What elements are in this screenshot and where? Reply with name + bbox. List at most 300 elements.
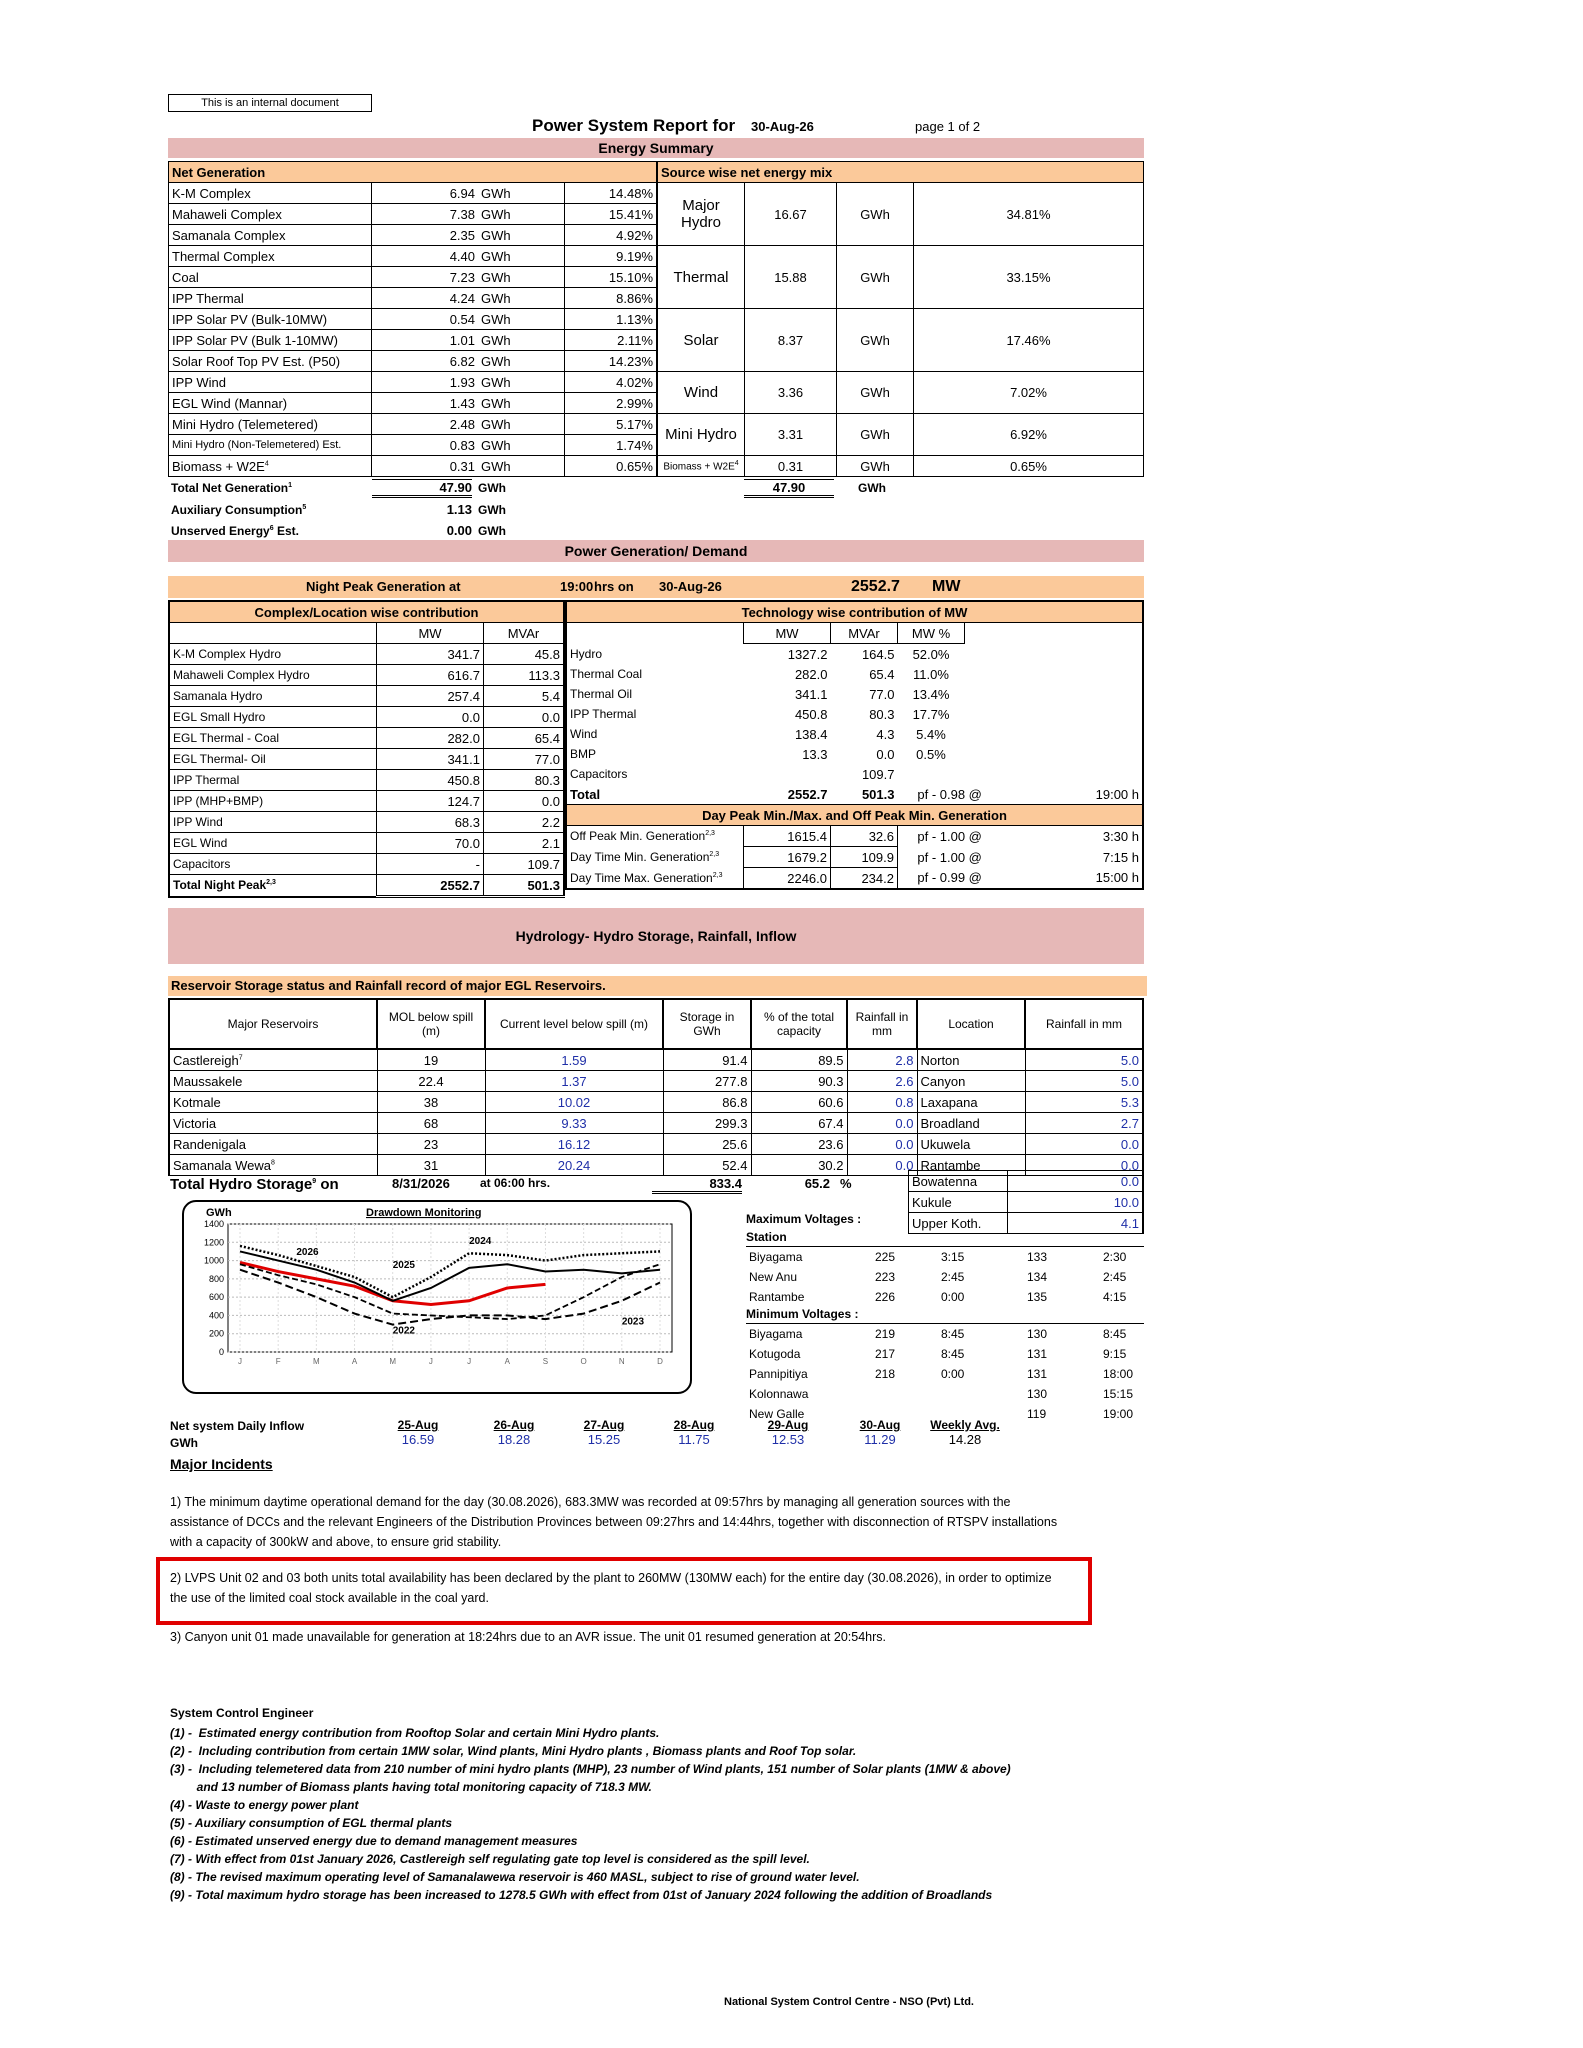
- reservoir-storage: 299.3: [663, 1113, 751, 1134]
- chart-ytick: 400: [208, 1310, 224, 1321]
- location-name: Ukuwela: [917, 1134, 1025, 1155]
- complex-name: IPP Wind: [169, 812, 377, 833]
- reservoir-current: 1.37: [485, 1071, 663, 1092]
- voltage-v1: [872, 1384, 938, 1404]
- daypeak-mw: 1679.2: [744, 847, 831, 868]
- daypeak-pf: pf - 1.00 @: [917, 849, 982, 865]
- gen-unit: GWh: [478, 435, 565, 456]
- complex-mw: 0.0: [377, 707, 484, 728]
- gen-value: 0.31: [372, 456, 479, 477]
- gen-name: IPP Thermal: [169, 288, 372, 309]
- gen-pct: 15.41%: [565, 204, 657, 225]
- reservoir-rain: 0.0: [847, 1155, 917, 1176]
- incident-2: 2) LVPS Unit 02 and 03 both units total availability has been declared by the plant to 260MW (130MW each) for the entire day (30.08.2026), in order to optimize the use of the limited coal stock available in the coal yard.: [170, 1571, 1052, 1605]
- location-name: Laxapana: [917, 1092, 1025, 1113]
- total-storage-pct-sign: %: [840, 1176, 852, 1191]
- reservoir-mol: 31: [377, 1155, 485, 1176]
- tech-mvar: 164.5: [861, 646, 895, 662]
- voltage-v2: 134: [1027, 1270, 1048, 1284]
- tech-mvar: 4.3: [876, 726, 895, 742]
- gen-name: EGL Wind (Mannar): [169, 393, 372, 414]
- reservoir-rain: 0.0: [847, 1134, 917, 1155]
- table-row: [566, 644, 1143, 665]
- table-row: [169, 1134, 1143, 1155]
- footnote-item: and 13 number of Biomass plants having total monitoring capacity of 718.3 MW.: [170, 1780, 652, 1794]
- inflow-day: [476, 1418, 552, 1447]
- aux-label: Auxiliary Consumption$^5$: [171, 503, 307, 517]
- table-row: [169, 288, 657, 309]
- mix-unit: GWh: [837, 372, 914, 414]
- reservoir-storage: 25.6: [663, 1134, 751, 1155]
- voltage-station: New Anu: [749, 1270, 798, 1284]
- tech-name: Hydro: [570, 646, 603, 661]
- weekly-value: 14.28: [948, 1432, 982, 1447]
- gen-unit: GWh: [478, 225, 565, 246]
- reservoir-current: 10.02: [485, 1092, 663, 1113]
- voltage-v2: 135: [1027, 1290, 1048, 1304]
- night-peak-time: 19:00: [560, 579, 594, 594]
- gen-pct: 8.86%: [565, 288, 657, 309]
- chart-ytick: 200: [208, 1328, 224, 1339]
- complex-mvar: 109.7: [484, 854, 565, 875]
- chart-xtick: A: [351, 1357, 358, 1366]
- reservoir-rain: 2.8: [847, 1049, 917, 1071]
- table-row: [169, 644, 564, 665]
- tech-pct: [898, 764, 965, 784]
- gen-pct: 14.23%: [565, 351, 657, 372]
- reservoir-name: Samanala Wewa$^8$: [169, 1155, 377, 1176]
- inflow-date: 25-Aug: [397, 1418, 439, 1432]
- table-row: [746, 1344, 1144, 1364]
- footnote-item: (1) - Estimated energy contribution from Rooftop Solar and certain Mini Hydro plants.: [170, 1726, 660, 1740]
- complex-mw: 282.0: [377, 728, 484, 749]
- gen-unit: GWh: [478, 330, 565, 351]
- total-night-mw: 2552.7: [377, 875, 484, 897]
- drawdown-chart: [182, 1200, 692, 1394]
- hdr-loc-rain: Rainfall in mm: [1025, 999, 1143, 1049]
- total-night-mvar: 501.3: [484, 875, 565, 897]
- table-row: [658, 246, 1144, 309]
- footnote-item: (8) - The revised maximum operating level of Samanalawewa reservoir is 460 MASL, subject to rise of ground water level.: [170, 1870, 860, 1884]
- gen-unit: GWh: [478, 372, 565, 393]
- complex-name: EGL Thermal- Oil: [169, 749, 377, 770]
- reservoir-pct: 23.6: [751, 1134, 847, 1155]
- total-unit: GWh: [478, 481, 506, 495]
- table-row: [746, 1324, 1144, 1344]
- max-voltages-title: Maximum Voltages :: [746, 1212, 862, 1226]
- chart-ytick: 800: [208, 1273, 224, 1284]
- mix-name: Major Hydro: [658, 183, 745, 246]
- total-night-label: Total Night Peak$^{2,3}$: [169, 875, 377, 897]
- reservoir-current: 9.33: [485, 1113, 663, 1134]
- table-row: [746, 1384, 1144, 1404]
- table-row: [746, 1364, 1144, 1384]
- table-row: [169, 707, 564, 728]
- mix-name: Wind: [658, 372, 745, 414]
- table-row: [566, 826, 1143, 847]
- table-row: [658, 372, 1144, 414]
- voltage-v2: 130: [1027, 1327, 1048, 1341]
- complex-mvar: 113.3: [484, 665, 565, 686]
- complex-title: Complex/Location wise contribution: [169, 601, 564, 623]
- page-label: page 1 of 2: [915, 119, 981, 134]
- reservoir-mol: 23: [377, 1134, 485, 1155]
- complex-name: Capacitors: [169, 854, 377, 875]
- gen-value: 2.35: [372, 225, 479, 246]
- daypeak-name: Day Time Min. Generation$^{2,3}$: [566, 847, 744, 868]
- tech-name: BMP: [570, 747, 597, 761]
- mix-value: 3.36: [745, 372, 837, 414]
- gen-pct: 2.11%: [565, 330, 657, 351]
- complex-mw: 124.7: [377, 791, 484, 812]
- voltage-v2: 131: [1027, 1367, 1048, 1381]
- night-peak-label: Night Peak Generation at: [306, 579, 461, 594]
- voltage-station: Pannipitiya: [749, 1367, 808, 1381]
- reservoir-mol: 68: [377, 1113, 485, 1134]
- complex-mw: 68.3: [377, 812, 484, 833]
- chart-xtick: J: [238, 1357, 242, 1366]
- mix-pct: 34.81%: [914, 183, 1144, 246]
- table-row: [169, 1071, 1143, 1092]
- inflow-value: 12.53: [771, 1432, 805, 1447]
- table-row: [566, 868, 1143, 890]
- gen-pct: 9.19%: [565, 246, 657, 267]
- voltage-t2: 2:45: [1103, 1270, 1127, 1284]
- energy-mix-title: Source wise net energy mix: [658, 162, 1144, 183]
- inflow-date: 30-Aug: [859, 1418, 901, 1432]
- energy-summary-band: Energy Summary: [168, 138, 1144, 158]
- table-row: [566, 784, 1143, 805]
- voltage-v1: 218: [875, 1367, 896, 1381]
- gen-unit: GWh: [478, 414, 565, 435]
- table-row: [169, 330, 657, 351]
- inflow-date: 28-Aug: [673, 1418, 715, 1432]
- tech-total-mw: 2552.7: [787, 786, 828, 802]
- table-row: [169, 1113, 1143, 1134]
- inflow-date: 27-Aug: [583, 1418, 625, 1432]
- mix-pct: 7.02%: [914, 372, 1144, 414]
- reservoir-mol: 19: [377, 1049, 485, 1071]
- complex-name: IPP (MHP+BMP): [169, 791, 377, 812]
- voltages-panel: [746, 1212, 1144, 1424]
- tech-name: IPP Thermal: [570, 707, 637, 721]
- inflow-day: [656, 1418, 732, 1447]
- table-row: [169, 812, 564, 833]
- tech-name: Wind: [570, 727, 598, 741]
- table-row: [169, 854, 564, 875]
- location-name: Bowatenna: [909, 1171, 1008, 1192]
- tech-pct: 5.4%: [916, 726, 946, 742]
- gen-pct: 4.92%: [565, 225, 657, 246]
- voltage-v2: 119: [1027, 1407, 1047, 1421]
- hdr-mol: MOL below spill (m): [377, 999, 485, 1049]
- gen-name: Samanala Complex: [169, 225, 372, 246]
- tech-name: Capacitors: [570, 767, 628, 781]
- voltage-station: Biyagama: [749, 1250, 803, 1264]
- reservoir-storage: 52.4: [663, 1155, 751, 1176]
- voltage-station: Kolonnawa: [749, 1387, 809, 1401]
- gen-unit: GWh: [478, 351, 565, 372]
- net-generation-table: [168, 161, 657, 477]
- table-row: [169, 1049, 1143, 1071]
- inflow-row: [380, 1418, 1000, 1454]
- location-name: Norton: [917, 1049, 1025, 1071]
- gen-value: 0.54: [372, 309, 479, 330]
- complex-mvar: 0.0: [484, 791, 565, 812]
- tech-pct: 52.0%: [912, 646, 950, 662]
- mix-total-value: 47.90: [744, 479, 834, 498]
- station-label: Station: [746, 1230, 1144, 1247]
- table-row: [658, 456, 1144, 477]
- complex-mvar: 80.3: [484, 770, 565, 791]
- incidents-title: Major Incidents: [170, 1456, 273, 1472]
- tech-mvar: 65.4: [869, 666, 895, 682]
- table-row: [169, 267, 657, 288]
- table-row: [169, 686, 564, 707]
- tech-col-mwpct: MW %: [898, 623, 965, 644]
- location-rain: 10.0: [1008, 1192, 1144, 1213]
- table-row: [566, 744, 1143, 764]
- report-title: Power System Report for: [532, 116, 736, 135]
- gen-pct: 1.13%: [565, 309, 657, 330]
- aux-value: 1.13: [446, 502, 472, 517]
- voltage-v2: 131: [1027, 1347, 1048, 1361]
- total-storage-time: at 06:00 hrs.: [480, 1176, 551, 1190]
- chart-series-label: 2022: [392, 1325, 415, 1337]
- location-rain: 0.0: [1025, 1134, 1143, 1155]
- location-name: Upper Koth.: [909, 1213, 1008, 1234]
- tech-total-pf: pf - 0.98 @: [917, 786, 982, 802]
- location-rain: 0.0: [1025, 1155, 1143, 1176]
- voltage-t2: 18:00: [1103, 1367, 1134, 1381]
- gen-unit: GWh: [478, 267, 565, 288]
- chart-ytick: 0: [218, 1347, 224, 1357]
- voltage-t1: 3:15: [941, 1250, 965, 1264]
- footnotes-list: [170, 1724, 1130, 1904]
- table-row: [169, 665, 564, 686]
- daypeak-mvar: 234.2: [831, 868, 898, 890]
- inflow-label: Net system Daily Inflow GWh: [170, 1419, 305, 1450]
- daypeak-title: Day Peak Min./Max. and Off Peak Min. Generation: [566, 805, 1143, 826]
- report-date: 30-Aug-26: [751, 119, 814, 134]
- voltage-t1: 8:45: [941, 1327, 965, 1341]
- total-storage-date: 8/31/2026: [392, 1176, 450, 1191]
- hdr-rain: Rainfall in mm: [847, 999, 917, 1049]
- hdr-reservoir: Major Reservoirs: [169, 999, 377, 1049]
- chart-series-label: 2025: [392, 1259, 415, 1271]
- daypeak-mw: 1615.4: [744, 826, 831, 847]
- voltage-station: Kotugoda: [749, 1347, 801, 1361]
- weekly-label: Weekly Avg.: [930, 1418, 1000, 1432]
- complex-name: EGL Small Hydro: [169, 707, 377, 728]
- complex-col-mw: MW: [377, 623, 484, 644]
- mix-unit: GWh: [837, 414, 914, 456]
- table-row: [658, 414, 1144, 456]
- gen-unit: GWh: [478, 309, 565, 330]
- mix-unit: GWh: [837, 246, 914, 309]
- night-peak-date: 30-Aug-26: [659, 579, 722, 594]
- complex-mvar: 77.0: [484, 749, 565, 770]
- complex-name: IPP Thermal: [169, 770, 377, 791]
- unserved-value: 0.00: [446, 523, 472, 538]
- reservoir-rain: 0.8: [847, 1092, 917, 1113]
- reservoir-mol: 22.4: [377, 1071, 485, 1092]
- complex-mvar: 2.1: [484, 833, 565, 854]
- daypeak-name: Day Time Max. Generation$^{2,3}$: [566, 868, 744, 890]
- chart-series-label: 2026: [296, 1247, 319, 1259]
- inflow-value: 11.29: [864, 1432, 896, 1447]
- mix-unit: GWh: [837, 456, 914, 477]
- chart-xtick: J: [467, 1357, 472, 1366]
- footnote-item: (9) - Total maximum hydro storage has been increased to 1278.5 GWh with effect from 01st of January 2024 following the addition of Broadlands: [170, 1888, 993, 1902]
- tech-total-time: 19:00 h: [1095, 786, 1139, 802]
- inflow-value: 16.59: [401, 1432, 435, 1447]
- reservoir-name: Kotmale: [169, 1092, 377, 1113]
- footnote-item: (5) - Auxiliary consumption of EGL thermal plants: [170, 1816, 453, 1830]
- voltage-t1: 8:45: [941, 1347, 965, 1361]
- table-row: [909, 1192, 1144, 1213]
- table-row: [566, 684, 1143, 704]
- daypeak-mw: 2246.0: [744, 868, 831, 890]
- complex-name: EGL Thermal - Coal: [169, 728, 377, 749]
- gen-unit: GWh: [478, 183, 565, 204]
- chart-ytick: 1400: [203, 1219, 224, 1229]
- voltage-t1: [938, 1384, 1024, 1404]
- complex-name: K-M Complex Hydro: [169, 644, 377, 665]
- mix-total-unit: GWh: [858, 481, 886, 495]
- table-row: [169, 414, 657, 435]
- table-row: [169, 309, 657, 330]
- gen-pct: 15.10%: [565, 267, 657, 288]
- gen-value: 7.23: [372, 267, 479, 288]
- tech-pct: 13.4%: [912, 686, 950, 702]
- complex-mw: 70.0: [377, 833, 484, 854]
- tech-pct: 11.0%: [913, 666, 949, 682]
- gen-pct: 1.74%: [565, 435, 657, 456]
- reservoir-pct: 89.5: [751, 1049, 847, 1071]
- gen-pct: 14.48%: [565, 183, 657, 204]
- location-rain: 5.3: [1025, 1092, 1143, 1113]
- voltage-t2: 19:00: [1103, 1407, 1134, 1421]
- inflow-value: 11.75: [678, 1432, 710, 1447]
- voltage-station: Biyagama: [749, 1327, 803, 1341]
- chart-ylabel: GWh: [206, 1207, 232, 1219]
- tech-mvar: 80.3: [869, 706, 895, 722]
- table-row: [169, 833, 564, 854]
- tech-mw: 282.0: [794, 666, 828, 682]
- hrs-on: hrs on: [594, 579, 634, 594]
- gen-pct: 2.99%: [565, 393, 657, 414]
- unserved-label: Unserved Energy$^6$ Est.: [171, 524, 299, 538]
- footnote-item: (2) - Including contribution from certain 1MW solar, Wind plants, Mini Hydro plants , Biomass plants and Roof Top solar.: [170, 1744, 857, 1758]
- reservoir-name: Victoria: [169, 1113, 377, 1134]
- voltage-t2: 15:15: [1103, 1387, 1134, 1401]
- table-row: [658, 183, 1144, 246]
- gen-value: 4.24: [372, 288, 479, 309]
- complex-name: EGL Wind: [169, 833, 377, 854]
- centre-name: National System Control Centre - NSO (Pvt) Ltd.: [724, 1996, 974, 2008]
- tech-col-mvar: MVAr: [831, 623, 898, 644]
- gen-pct: 4.02%: [565, 372, 657, 393]
- table-row: [169, 372, 657, 393]
- night-peak-band: [168, 576, 1144, 598]
- inflow-date: 26-Aug: [493, 1418, 535, 1432]
- total-net-generation-label: Total Net Generation$^1$: [171, 481, 293, 495]
- table-row: [169, 351, 657, 372]
- voltage-station: New Galle: [749, 1407, 805, 1421]
- reservoir-rain: 0.0: [847, 1113, 917, 1134]
- reservoir-pct: 67.4: [751, 1113, 847, 1134]
- tech-contribution-table: [565, 600, 1144, 890]
- daypeak-mvar: 109.9: [831, 847, 898, 868]
- voltage-v2: 133: [1027, 1250, 1048, 1264]
- hdr-location: Location: [917, 999, 1025, 1049]
- power-gen-band: Power Generation/ Demand: [168, 540, 1144, 562]
- reservoir-title: Reservoir Storage status and Rainfall record of major EGL Reservoirs.: [168, 976, 1147, 996]
- location-rain: 4.1: [1008, 1213, 1144, 1234]
- mix-name: Mini Hydro: [658, 414, 745, 456]
- chart-plot-area: [228, 1224, 672, 1352]
- hydrology-band: Hydrology- Hydro Storage, Rainfall, Inflow: [168, 908, 1144, 964]
- complex-mw: 450.8: [377, 770, 484, 791]
- table-row: [566, 764, 1143, 784]
- gen-value: 4.40: [372, 246, 479, 267]
- gen-name: IPP Wind: [169, 372, 372, 393]
- min-voltages-title: Minimum Voltages :: [746, 1307, 1144, 1324]
- gen-name: Mahaweli Complex: [169, 204, 372, 225]
- reservoir-table: [168, 998, 1144, 1176]
- table-row: [169, 791, 564, 812]
- gen-value: 6.82: [372, 351, 479, 372]
- location-name: Broadland: [917, 1113, 1025, 1134]
- chart-series-label: 2023: [621, 1316, 645, 1328]
- aux-unit: GWh: [478, 503, 506, 517]
- reservoir-pct: 90.3: [751, 1071, 847, 1092]
- mix-value: 0.31: [745, 456, 837, 477]
- tech-mw: 1327.2: [787, 646, 828, 662]
- gen-unit: GWh: [478, 288, 565, 309]
- table-row: [566, 704, 1143, 724]
- footnote-item: (6) - Estimated unserved energy due to demand management measures: [170, 1834, 578, 1848]
- voltage-t2: 4:15: [1103, 1290, 1127, 1304]
- table-row: [169, 1092, 1143, 1113]
- daypeak-mvar: 32.6: [831, 826, 898, 847]
- gen-name: Solar Roof Top PV Est. (P50): [169, 351, 372, 372]
- table-row: [169, 456, 657, 477]
- table-row: [169, 393, 657, 414]
- inflow-day: [842, 1418, 918, 1447]
- gen-value: 2.48: [372, 414, 479, 435]
- reservoir-current: 16.12: [485, 1134, 663, 1155]
- chart-xtick: A: [504, 1357, 510, 1366]
- location-name: Canyon: [917, 1071, 1025, 1092]
- night-peak-mw: 2552.7: [851, 578, 900, 595]
- gen-name: Coal: [169, 267, 372, 288]
- gen-pct: 5.17%: [565, 414, 657, 435]
- tech-name: Thermal Oil: [570, 687, 633, 701]
- complex-mvar: 5.4: [484, 686, 565, 707]
- table-row: [169, 875, 564, 897]
- drawdown-svg: [184, 1202, 690, 1392]
- mix-value: 16.67: [745, 183, 837, 246]
- mix-pct: 17.46%: [914, 309, 1144, 372]
- tech-mw: 138.4: [794, 726, 828, 742]
- reservoir-storage: 91.4: [663, 1049, 751, 1071]
- complex-mvar: 2.2: [484, 812, 565, 833]
- gen-name: Biomass + $W2E^4$: [169, 456, 372, 477]
- complex-name: Samanala Hydro: [169, 686, 377, 707]
- footnote-item: (7) - With effect from 01st January 2026, Castlereigh self regulating gate top level is considered as the spill level.: [170, 1852, 810, 1866]
